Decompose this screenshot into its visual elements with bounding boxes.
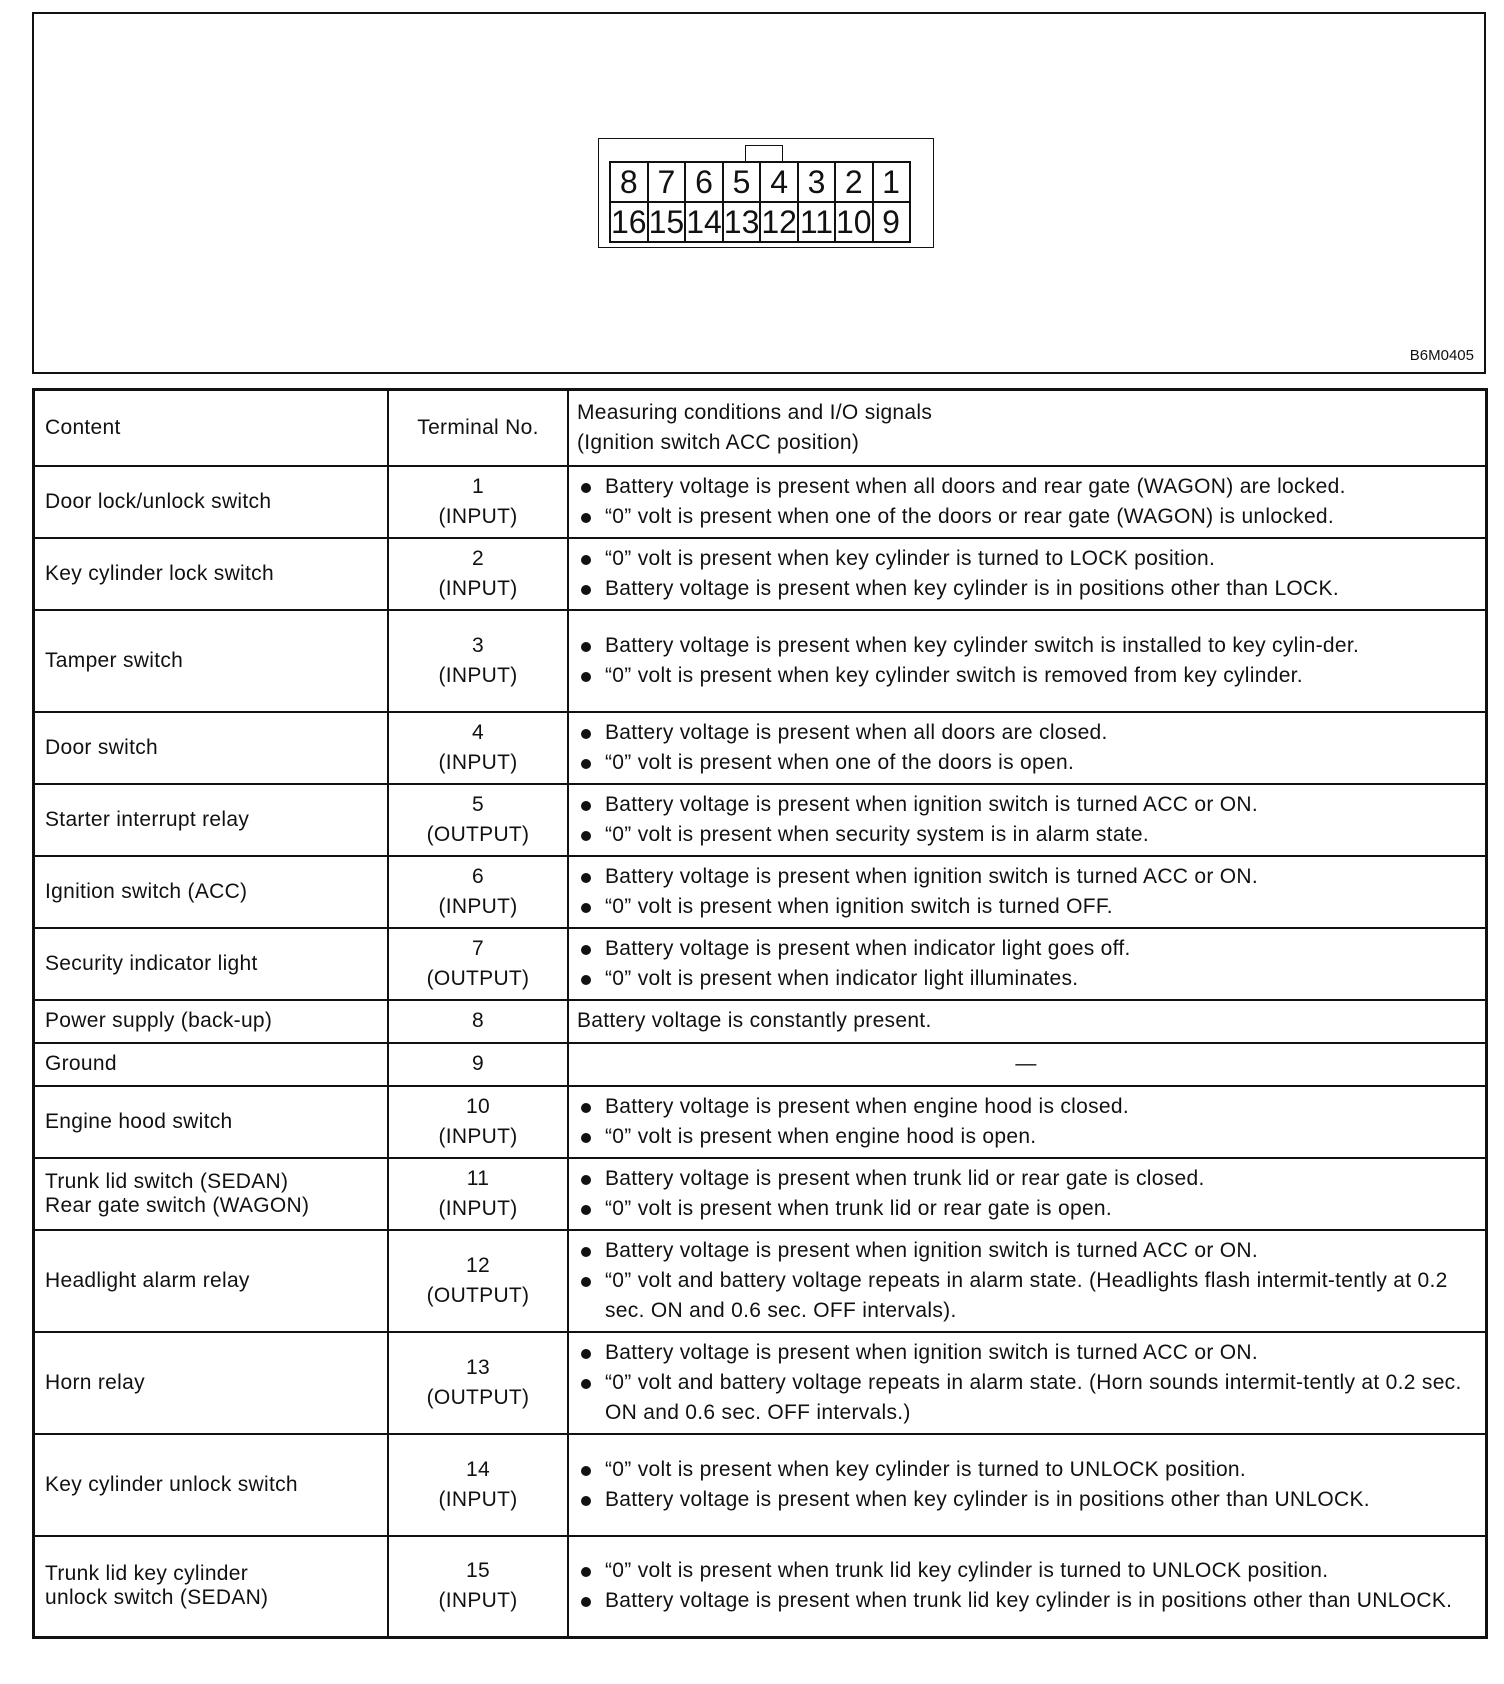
signal-item — [577, 718, 1475, 748]
terminal-number: 8 — [472, 1009, 484, 1032]
table-header-row — [34, 390, 1487, 466]
connector-pin: 9 — [873, 202, 910, 242]
terminal-io: (INPUT) — [438, 1124, 518, 1148]
content-line: Door switch — [45, 735, 158, 759]
connector-pin: 16 — [611, 204, 647, 240]
bullet-icon — [581, 1175, 591, 1185]
terminal-number: 5 — [472, 792, 484, 816]
connector-outline — [598, 138, 934, 248]
terminal-io: (OUTPUT) — [426, 1283, 530, 1307]
bullet-icon — [581, 903, 591, 913]
signal-cell — [568, 1434, 1487, 1536]
signal-cell — [568, 1230, 1487, 1332]
content-line: Trunk lid key cylinder — [45, 1562, 249, 1586]
content-cell — [34, 712, 389, 784]
bullet-icon — [581, 1466, 591, 1476]
connector-pin-grid — [609, 161, 911, 243]
signal-text: “0” volt is present when indicator light illuminates. — [605, 966, 1079, 990]
signal-item — [577, 661, 1475, 691]
signal-text: Battery voltage is present when all doors are closed. — [605, 720, 1108, 744]
content-cell — [34, 1536, 389, 1638]
content-line: Key cylinder unlock switch — [45, 1472, 298, 1496]
terminal-cell — [388, 538, 568, 610]
signal-text: Battery voltage is present when trunk lid key cylinder is in positions other than UNLOCK. — [605, 1589, 1453, 1613]
signal-cell — [568, 1536, 1487, 1638]
connector-row-bottom — [610, 202, 910, 242]
signal-text: “0” volt is present when one of the doors is open. — [605, 750, 1075, 774]
bullet-icon — [581, 585, 591, 595]
connector-pin: 5 — [723, 162, 761, 202]
content-line: Door lock/unlock switch — [45, 489, 272, 513]
signal-text: Battery voltage is present when key cylinder switch is installed to key cylin-der. — [605, 633, 1360, 657]
connector-pin: 2 — [835, 162, 873, 202]
content-cell — [34, 856, 389, 928]
connector-pin: 14 — [686, 204, 722, 240]
content-line: Ground — [45, 1052, 117, 1075]
content-line: Tamper switch — [45, 648, 184, 672]
terminal-io: (INPUT) — [438, 663, 518, 687]
content-line: Trunk lid switch (SEDAN) — [45, 1169, 289, 1193]
figure-code: B6M0405 — [1409, 347, 1474, 364]
connector-pin: 10 — [835, 204, 872, 240]
signal-item — [577, 1485, 1475, 1515]
signal-cell — [568, 928, 1487, 1000]
signal-item — [577, 1122, 1475, 1152]
content-cell — [34, 1332, 389, 1434]
signal-item — [577, 1338, 1475, 1368]
terminal-number: 1 — [472, 474, 484, 498]
signal-item — [577, 472, 1475, 502]
terminal-io: (INPUT) — [438, 1196, 518, 1220]
content-cell — [34, 784, 389, 856]
signal-item — [577, 934, 1475, 964]
bullet-icon — [581, 1597, 591, 1607]
bullet-icon — [581, 555, 591, 565]
signal-item — [577, 1092, 1475, 1122]
signal-item — [577, 1266, 1475, 1326]
signal-cell — [568, 1086, 1487, 1158]
content-line: Headlight alarm relay — [45, 1268, 250, 1292]
bullet-icon — [581, 873, 591, 883]
connector-key-tab — [745, 145, 783, 161]
signal-item — [577, 964, 1475, 994]
signal-text: “0” volt is present when key cylinder is turned to LOCK position. — [605, 546, 1216, 570]
signal-text: Battery voltage is present when indicator light goes off. — [605, 936, 1131, 960]
table-row — [34, 784, 1487, 856]
terminal-number: 2 — [472, 546, 484, 570]
terminal-cell — [388, 1043, 568, 1086]
signal-text: “0” volt is present when ignition switch is turned OFF. — [605, 894, 1113, 918]
content-cell — [34, 538, 389, 610]
connector-pin: 3 — [798, 162, 835, 202]
header-measuring — [568, 390, 1487, 466]
signal-text: Battery voltage is present when trunk lid or rear gate is closed. — [605, 1166, 1205, 1190]
terminal-number: 9 — [472, 1052, 484, 1075]
table-row — [34, 466, 1487, 538]
terminal-number: 7 — [472, 936, 484, 960]
header-measuring-line1: Measuring conditions and I/O signals — [577, 400, 933, 424]
terminal-cell — [388, 1000, 568, 1043]
header-measuring-line2: (Ignition switch ACC position) — [577, 430, 860, 454]
signal-cell — [568, 784, 1487, 856]
connector-pin: 13 — [723, 204, 760, 240]
signal-item — [577, 502, 1475, 532]
bullet-icon — [581, 1567, 591, 1577]
signal-item — [577, 1164, 1475, 1194]
content-cell — [34, 610, 389, 712]
signal-text: Battery voltage is present when ignition switch is turned ACC or ON. — [605, 1238, 1259, 1262]
table-row — [34, 610, 1487, 712]
content-line: Ignition switch (ACC) — [45, 879, 248, 903]
terminal-io: (INPUT) — [438, 894, 518, 918]
connector-pin: 8 — [610, 162, 648, 202]
bullet-icon — [581, 1496, 591, 1506]
connector-pin: 4 — [760, 162, 798, 202]
content-line: Power supply (back-up) — [45, 1009, 273, 1032]
content-line: Security indicator light — [45, 951, 258, 975]
signal-text: Battery voltage is present when ignition switch is turned ACC or ON. — [605, 1340, 1259, 1364]
terminal-number: 12 — [466, 1253, 490, 1277]
signal-item — [577, 790, 1475, 820]
connector-row-top — [610, 162, 910, 202]
table-row — [34, 1230, 1487, 1332]
terminal-io: (INPUT) — [438, 1589, 518, 1613]
signal-item — [577, 892, 1475, 922]
signal-text: “0” volt is present when engine hood is open. — [605, 1124, 1037, 1148]
table-row — [34, 1332, 1487, 1434]
signal-text: “0” volt and battery voltage repeats in alarm state. (Horn sounds intermit-tently at 0.2 sec. ON and 0.6 sec. OFF intervals.) — [605, 1370, 1462, 1424]
terminal-cell — [388, 1086, 568, 1158]
signal-cell — [568, 1332, 1487, 1434]
table-row — [34, 1434, 1487, 1536]
table-row — [34, 1086, 1487, 1158]
content-cell — [34, 1434, 389, 1536]
bullet-icon — [581, 729, 591, 739]
terminal-spec-table — [32, 388, 1488, 1639]
terminal-number: 11 — [466, 1166, 490, 1190]
bullet-icon — [581, 1205, 591, 1215]
terminal-io: (OUTPUT) — [426, 1385, 530, 1409]
terminal-cell — [388, 1158, 568, 1230]
content-line: Engine hood switch — [45, 1109, 233, 1133]
signal-text: Battery voltage is constantly present. — [577, 1009, 932, 1032]
table-row — [34, 1158, 1487, 1230]
signal-item — [577, 544, 1475, 574]
header-terminal: Terminal No. — [388, 390, 568, 466]
bullet-icon — [581, 831, 591, 841]
bullet-icon — [581, 1277, 591, 1287]
terminal-io: (INPUT) — [438, 504, 518, 528]
signal-dash: — — [1015, 1052, 1037, 1075]
terminal-number: 15 — [466, 1559, 490, 1583]
signal-text: “0” volt is present when key cylinder is turned to UNLOCK position. — [605, 1457, 1247, 1481]
signal-text: “0” volt is present when trunk lid or rear gate is open. — [605, 1196, 1113, 1220]
terminal-cell — [388, 784, 568, 856]
bullet-icon — [581, 801, 591, 811]
content-cell — [34, 1230, 389, 1332]
bullet-icon — [581, 945, 591, 955]
signal-cell — [568, 856, 1487, 928]
signal-cell — [568, 1158, 1487, 1230]
content-cell — [34, 466, 389, 538]
signal-cell — [568, 610, 1487, 712]
content-line: Key cylinder lock switch — [45, 561, 274, 585]
header-content: Content — [34, 390, 389, 466]
signal-item — [577, 820, 1475, 850]
bullet-icon — [581, 1349, 591, 1359]
terminal-cell — [388, 928, 568, 1000]
signal-text: “0” volt is present when key cylinder switch is removed from key cylinder. — [605, 663, 1303, 687]
signal-text: Battery voltage is present when key cylinder is in positions other than LOCK. — [605, 576, 1339, 600]
terminal-number: 10 — [466, 1094, 490, 1118]
connector-pin: 1 — [873, 162, 910, 202]
connector-pin: 12 — [761, 204, 797, 240]
signal-item — [577, 574, 1475, 604]
table-row — [34, 712, 1487, 784]
bullet-icon — [581, 1247, 591, 1257]
signal-cell — [568, 1000, 1487, 1043]
terminal-cell — [388, 610, 568, 712]
terminal-cell — [388, 1434, 568, 1536]
connector-pin: 6 — [685, 162, 723, 202]
table-row — [34, 1000, 1487, 1043]
connector-pin: 11 — [799, 204, 834, 240]
signal-item — [577, 1236, 1475, 1266]
terminal-number: 6 — [472, 864, 484, 888]
connector-diagram — [32, 12, 1486, 374]
table-row — [34, 1043, 1487, 1086]
terminal-cell — [388, 856, 568, 928]
content-cell — [34, 1158, 389, 1230]
content-line: Starter interrupt relay — [45, 807, 250, 831]
signal-text: “0” volt is present when security system is in alarm state. — [605, 822, 1150, 846]
content-cell — [34, 928, 389, 1000]
signal-item — [577, 1556, 1475, 1586]
terminal-cell — [388, 1332, 568, 1434]
bullet-icon — [581, 483, 591, 493]
content-line: unlock switch (SEDAN) — [45, 1586, 269, 1610]
signal-text: “0” volt is present when one of the doors or rear gate (WAGON) is unlocked. — [605, 504, 1335, 528]
table-row — [34, 1536, 1487, 1638]
signal-cell — [568, 466, 1487, 538]
bullet-icon — [581, 1379, 591, 1389]
content-line: Horn relay — [45, 1370, 145, 1394]
terminal-io: (INPUT) — [438, 576, 518, 600]
terminal-io: (OUTPUT) — [426, 822, 530, 846]
bullet-icon — [581, 642, 591, 652]
signal-text: Battery voltage is present when all doors and rear gate (WAGON) are locked. — [605, 474, 1346, 498]
bullet-icon — [581, 759, 591, 769]
signal-text: Battery voltage is present when ignition switch is turned ACC or ON. — [605, 864, 1259, 888]
bullet-icon — [581, 1133, 591, 1143]
signal-cell — [568, 1043, 1487, 1086]
signal-item — [577, 862, 1475, 892]
signal-item — [577, 1194, 1475, 1224]
terminal-io: (INPUT) — [438, 1487, 518, 1511]
table-row — [34, 856, 1487, 928]
connector-pin: 15 — [648, 204, 685, 240]
bullet-icon — [581, 513, 591, 523]
table-row — [34, 928, 1487, 1000]
content-line: Rear gate switch (WAGON) — [45, 1193, 310, 1217]
terminal-number: 3 — [472, 633, 484, 657]
content-cell — [34, 1086, 389, 1158]
terminal-number: 13 — [466, 1355, 490, 1379]
signal-text: “0” volt is present when trunk lid key cylinder is turned to UNLOCK position. — [605, 1559, 1329, 1583]
bullet-icon — [581, 975, 591, 985]
content-cell — [34, 1043, 389, 1086]
terminal-cell — [388, 1230, 568, 1332]
signal-text: “0” volt and battery voltage repeats in alarm state. (Headlights flash intermit-tently at 0.2 sec. ON and 0.6 sec. OFF intervals). — [605, 1268, 1448, 1322]
signal-text: Battery voltage is present when engine hood is closed. — [605, 1094, 1130, 1118]
signal-cell — [568, 538, 1487, 610]
terminal-number: 14 — [466, 1457, 490, 1481]
terminal-cell — [388, 466, 568, 538]
table-row — [34, 538, 1487, 610]
signal-item — [577, 1368, 1475, 1428]
signal-text: Battery voltage is present when key cylinder is in positions other than UNLOCK. — [605, 1487, 1370, 1511]
signal-cell — [568, 712, 1487, 784]
terminal-cell — [388, 1536, 568, 1638]
terminal-cell — [388, 712, 568, 784]
bullet-icon — [581, 672, 591, 682]
content-cell — [34, 1000, 389, 1043]
terminal-io: (INPUT) — [438, 750, 518, 774]
signal-item — [577, 1586, 1475, 1616]
signal-item — [577, 748, 1475, 778]
signal-item — [577, 1455, 1475, 1485]
terminal-number: 4 — [472, 720, 484, 744]
signal-text: Battery voltage is present when ignition switch is turned ACC or ON. — [605, 792, 1259, 816]
connector-pin: 7 — [648, 162, 686, 202]
terminal-io: (OUTPUT) — [426, 966, 530, 990]
signal-item — [577, 631, 1475, 661]
bullet-icon — [581, 1103, 591, 1113]
